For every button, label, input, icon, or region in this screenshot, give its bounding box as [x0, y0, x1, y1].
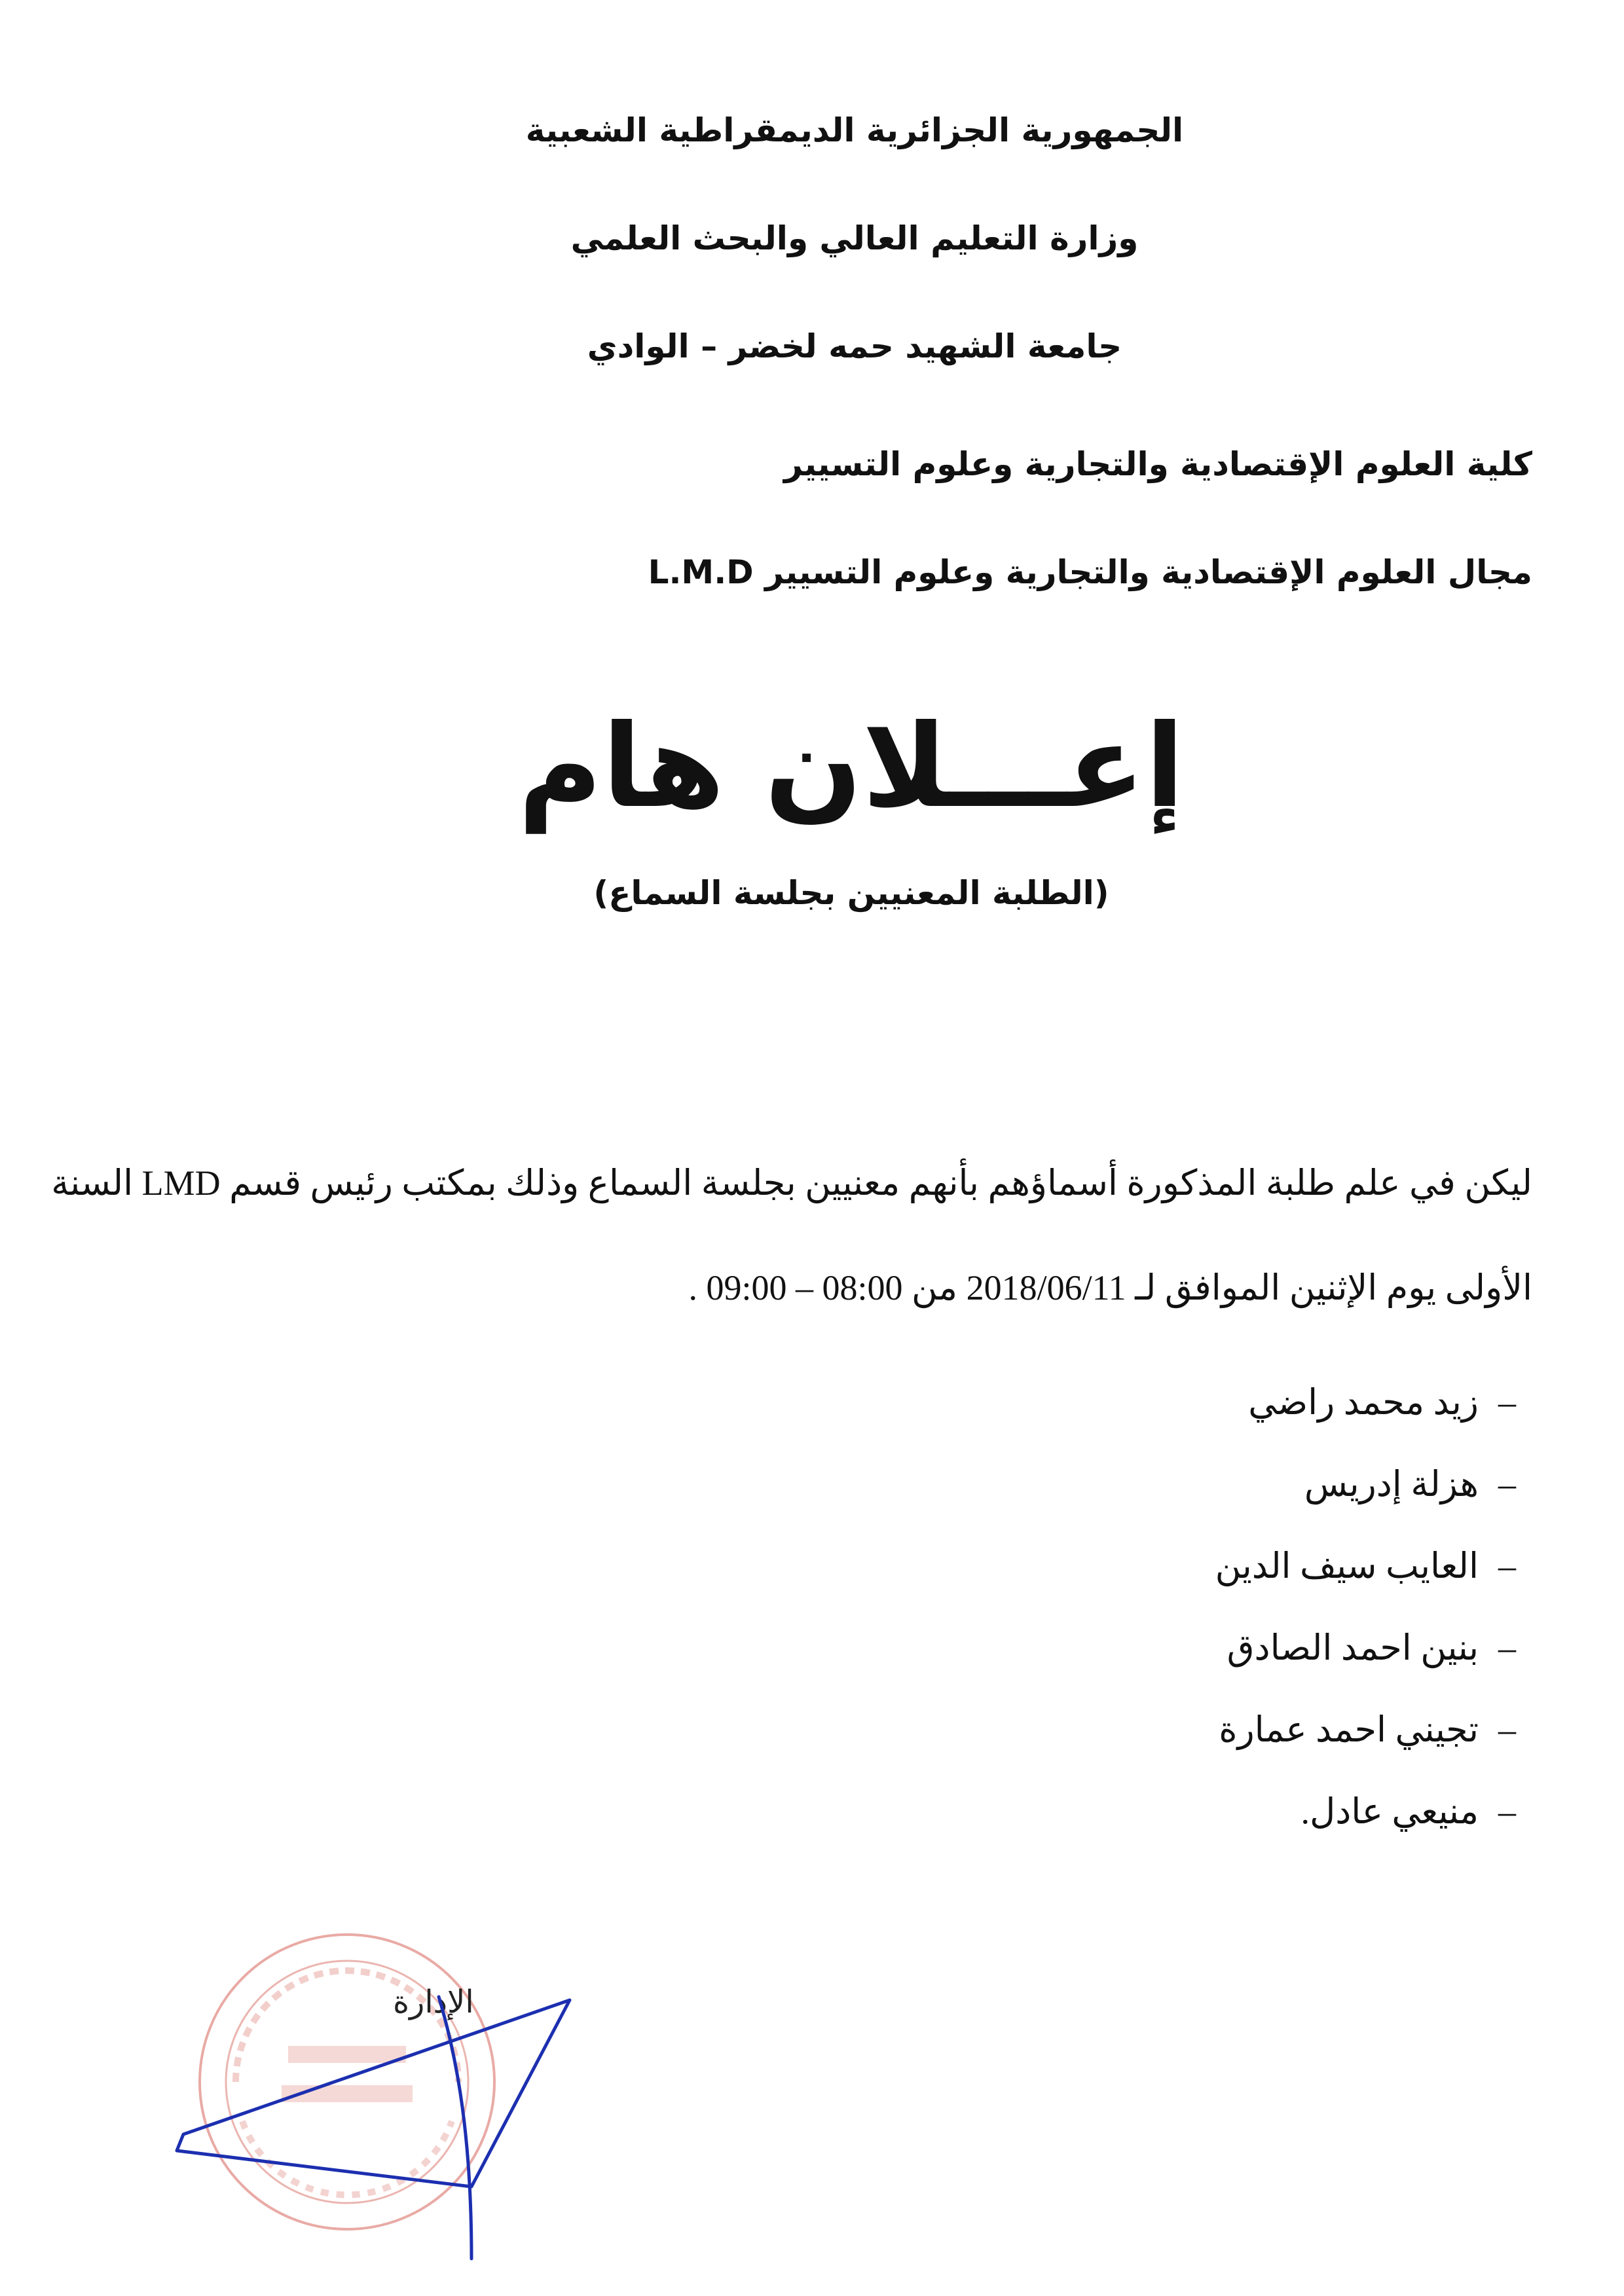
student-name: هزلة إدريس: [1304, 1465, 1479, 1504]
list-dash: –: [1498, 1792, 1516, 1831]
announcement-subtitle: (الطلبة المعنيين بجلسة السماع): [593, 874, 1109, 912]
announcement-title: إعـــلان هام: [518, 701, 1185, 833]
body-paragraph-line-2: الأولى يوم الإثنين الموافق لـ 2018/06/11 من 08:00 – 09:00 .: [688, 1268, 1532, 1307]
list-dash: –: [1498, 1465, 1516, 1504]
body-paragraph-line-1: ليكن في علم طلبة المذكورة أسماؤهم بأنهم معنيين بجلسة السماع وذلك بمكتب رئيس قسم LMD السنة: [51, 1163, 1532, 1203]
list-dash: –: [1498, 1710, 1516, 1749]
student-list-item: [1304, 1463, 1516, 1504]
student-list-item: [1301, 1791, 1516, 1832]
student-list-item: [1215, 1545, 1516, 1586]
list-dash: –: [1498, 1546, 1516, 1586]
republic-heading: الجمهورية الجزائرية الديمقراطية الشعبية: [525, 111, 1184, 149]
handwritten-signature: [164, 1971, 622, 2285]
student-name: بنين احمد الصادق: [1227, 1628, 1479, 1667]
university-heading: جامعة الشهيد حمه لخضر – الوادي: [587, 327, 1122, 365]
administration-label: الإدارة: [393, 1985, 474, 2020]
student-name: تجيني احمد عمارة: [1219, 1710, 1479, 1749]
student-list-item: [1219, 1709, 1516, 1750]
student-name: منيعي عادل.: [1301, 1792, 1479, 1831]
student-list-item: [1227, 1627, 1516, 1668]
ministry-heading: وزارة التعليم العالي والبحث العلمي: [570, 219, 1139, 257]
faculty-heading: كلية العلوم الإقتصادية والتجارية وعلوم التسيير: [784, 445, 1532, 483]
student-list-item: [1248, 1381, 1516, 1423]
student-name: زيد محمد راضي: [1248, 1383, 1479, 1422]
list-dash: –: [1498, 1628, 1516, 1667]
list-dash: –: [1498, 1383, 1516, 1422]
domain-heading-text: مجال العلوم الإقتصادية والتجارية وعلوم التسيير L.M.D: [648, 553, 1532, 591]
student-name: العايب سيف الدين: [1215, 1546, 1479, 1586]
domain-heading: [648, 553, 1532, 591]
